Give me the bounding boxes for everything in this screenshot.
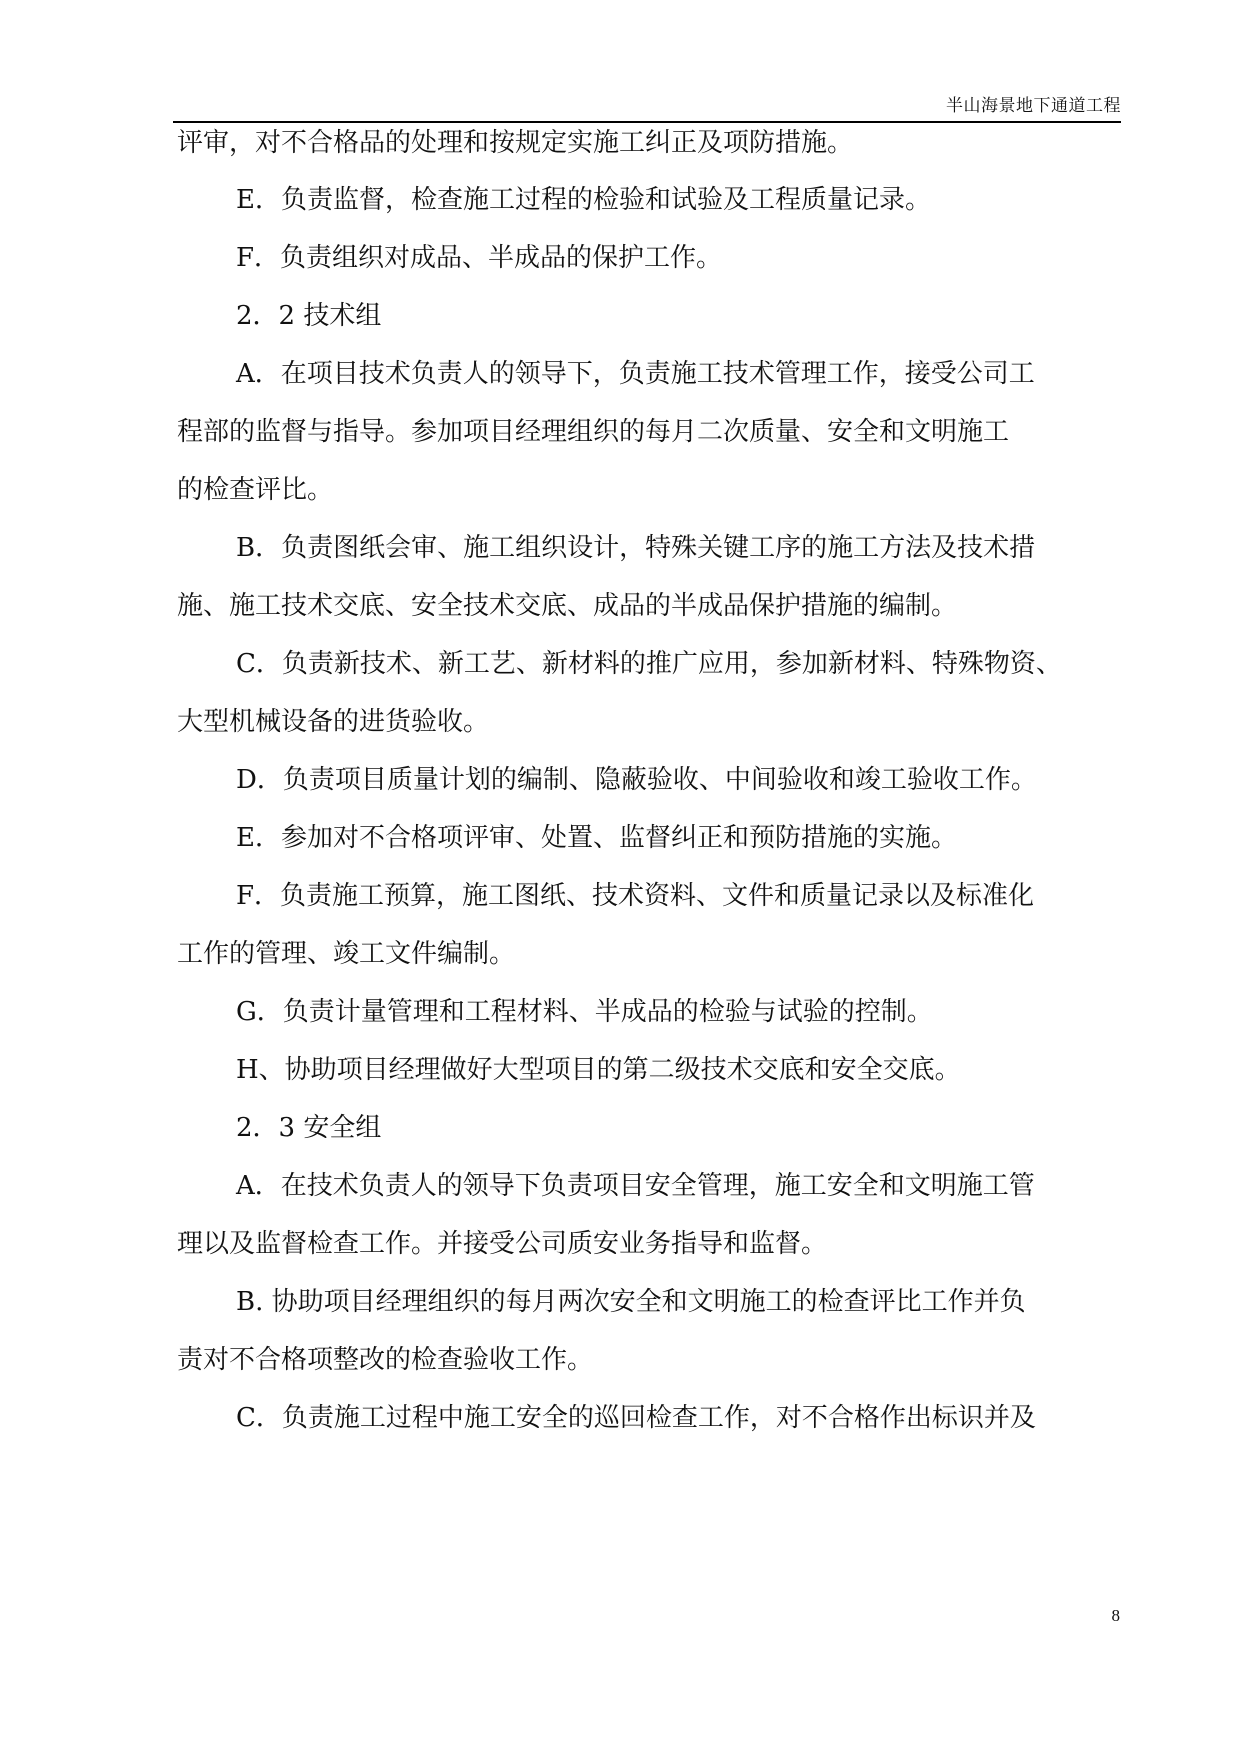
- paragraph-line: C．负责新技术、新工艺、新材料的推广应用，参加新材料、特殊物资、: [236, 649, 1062, 679]
- paragraph-line: G．负责计量管理和工程材料、半成品的检验与试验的控制。: [236, 997, 933, 1027]
- paragraph-line: A．在项目技术负责人的领导下，负责施工技术管理工作，接受公司工: [236, 359, 1035, 389]
- paragraph-line: 工作的管理、竣工文件编制。: [177, 939, 516, 969]
- paragraph-line: A．在技术负责人的领导下负责项目安全管理，施工安全和文明施工管: [236, 1171, 1035, 1201]
- paragraph-line: F．负责组织对成品、半成品的保护工作。: [236, 243, 723, 273]
- paragraph-line: D．负责项目质量计划的编制、隐蔽验收、中间验收和竣工验收工作。: [236, 765, 1037, 795]
- paragraph-line: B．负责图纸会审、施工组织设计，特殊关键工序的施工方法及技术措: [236, 533, 1036, 563]
- section-heading: 2．2 技术组: [236, 301, 382, 331]
- paragraph-line: 理以及监督检查工作。并接受公司质安业务指导和监督。: [177, 1229, 828, 1259]
- paragraph-line: F．负责施工预算，施工图纸、技术资料、文件和质量记录以及标准化: [236, 881, 1035, 911]
- paragraph-line: 责对不合格项整改的检查验收工作。: [177, 1345, 594, 1375]
- paragraph-line: E．参加对不合格项评审、处置、监督纠正和预防措施的实施。: [236, 823, 957, 853]
- paragraph-line: E．负责监督，检查施工过程的检验和试验及工程质量记录。: [236, 185, 931, 215]
- paragraph-line: H、协助项目经理做好大型项目的第二级技术交底和安全交底。: [236, 1055, 961, 1085]
- paragraph-line: C．负责施工过程中施工安全的巡回检查工作，对不合格作出标识并及: [236, 1403, 1036, 1433]
- page-number: 8: [1111, 1606, 1120, 1625]
- section-heading: 2．3 安全组: [236, 1113, 382, 1143]
- paragraph-line: 施、施工技术交底、安全技术交底、成品的半成品保护措施的编制。: [177, 591, 958, 621]
- paragraph-line: 评审，对不合格品的处理和按规定实施工纠正及项防措施。: [177, 128, 854, 158]
- paragraph-line: 程部的监督与指导。参加项目经理组织的每月二次质量、安全和文明施工: [177, 417, 1010, 447]
- paragraph-line: B. 协助项目经理组织的每月两次安全和文明施工的检查评比工作并负: [236, 1287, 1026, 1317]
- paragraph-line: 大型机械设备的进货验收。: [177, 707, 490, 737]
- header-title: 半山海景地下通道工程: [946, 96, 1121, 116]
- paragraph-line: 的检查评比。: [177, 475, 334, 505]
- header-rule: [173, 121, 1121, 123]
